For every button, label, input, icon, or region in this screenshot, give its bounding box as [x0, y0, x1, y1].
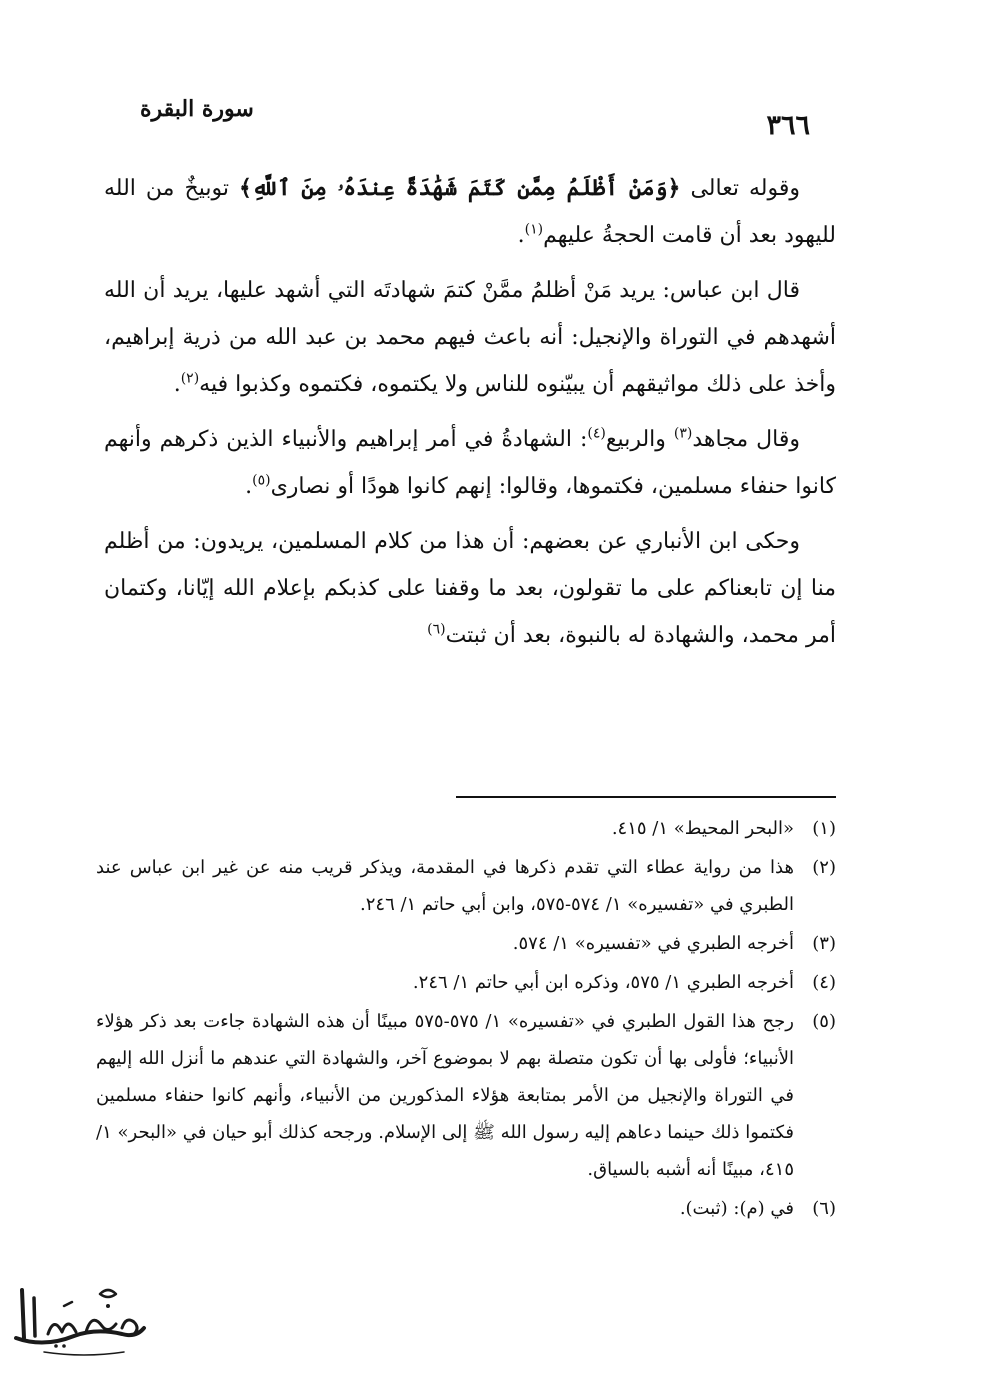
footnote-item [96, 925, 836, 962]
paragraph-1-text: توبيخٌ من الله لليهود بعد أن قامت الحجةُ عليهم [104, 176, 836, 248]
footnote-text: أخرجه الطبري في «تفسيره» ١/ ٥٧٤. [512, 933, 794, 954]
footnotes-section [96, 810, 836, 1229]
footnote-text: هذا من رواية عطاء التي تقدم ذكرها في المقدمة، ويذكر قريب منه عن غير ابن عباس عند الطبري في «تفسيره» ١/ ٥٧٤-٥٧٥، وابن أبي حاتم ١/ ٢٤٦. [96, 857, 794, 915]
footnote-item [96, 810, 836, 847]
main-text [104, 165, 836, 659]
paragraph-1 [104, 165, 836, 259]
footnote-ref-1[interactable]: (١) [524, 221, 544, 238]
quran-verse: ﴿وَمَنْ أَظْلَمُ مِمَّن كَتَمَ شَهَٰدَةً عِندَهُۥ مِنَ ٱللَّهِ﴾ [239, 175, 681, 201]
footnote-number: (١) [812, 818, 836, 839]
footnote-item [96, 849, 836, 923]
footnote-ref-3[interactable]: (٣) [673, 425, 693, 442]
footnote-ref-5[interactable]: (٥) [252, 472, 271, 489]
footnote-number: (٣) [812, 933, 836, 954]
footnote-number: (٢) [812, 857, 836, 878]
footnote-number: (٦) [812, 1198, 836, 1219]
paragraph-2-text: قال ابن عباس: يريد مَنْ أظلمُ ممَّنْ كتمَ شهادتَه التي أشهد عليها، يريد أن الله أشهدهم في التوراة والإنجيل: أنه باعث فيهم محمد بن عبد الله من ذرية إبراهيم، وأخذ على ذلك مواثيقهم أن يبيّنوه للناس ولا يكتموه، فكتموه وكذبوا فيه [104, 278, 836, 397]
paragraph-4-text: وحكى ابن الأنباري عن بعضهم: أن هذا من كلام المسلمين، يريدون: من أظلم منا إن تابعناكم على ما تقولون، بعد ما وقفنا على كذبكم بإعلام الله إيّانا، وكتمان أمر محمد، والشهادة له بالنبوة، بعد أن ثبتت [104, 529, 836, 648]
page-number: ٣٦٦ [766, 110, 810, 141]
surah-title: سورة البقرة [140, 96, 254, 122]
paragraph-3-text-b: والربيع [605, 427, 674, 452]
footnote-item [96, 1190, 836, 1227]
footnote-ref-4[interactable]: (٤) [587, 425, 606, 442]
footnote-number: (٥) [812, 1011, 836, 1032]
paragraph-2-end: . [173, 372, 181, 397]
footnote-text: «البحر المحيط» ١/ ٤١٥. [611, 818, 794, 839]
footnote-text: رجح هذا القول الطبري في «تفسيره» ١/ ٥٧٥-٥٧٥ مبينًا أن هذه الشهادة جاءت بعد ذكر هؤلاء الأنبياء؛ فأولى بها أن تكون متصلة بهم لا بموضوع آخر، والشهادة التي عندهم ما أنزل الله إليهم في التوراة والإنجيل من الأمر بمتابعة هؤلاء المذكورين من الأنبياء، وأنهم كانوا حنفاء مسلمين فكتموا ذلك حينما دعاهم إليه رسول الله ﷺ إلى الإسلام. ورجحه كذلك أبو حيان في «البحر» ١/ ٤١٥، مبينًا أنه أشبه بالسياق. [96, 1011, 794, 1180]
paragraph-3-text-a: وقال مجاهد [692, 427, 800, 452]
paragraph-3-text-c: : الشهادةُ في أمر إبراهيم والأنبياء الذين ذكرهم وأنهم كانوا حنفاء مسلمين، فكتموها، وقالوا: إنهم كانوا هودًا أو نصارى [104, 427, 836, 499]
paragraph-3 [104, 416, 836, 510]
calligraphy-logo [4, 1276, 154, 1366]
page-header [140, 96, 810, 152]
footnote-item [96, 964, 836, 1001]
footnote-divider [456, 796, 836, 798]
footnote-ref-6[interactable]: (٦) [427, 621, 446, 638]
footnote-ref-2[interactable]: (٢) [180, 370, 200, 387]
paragraph-4 [104, 518, 836, 659]
footnote-number: (٤) [812, 972, 836, 993]
paragraph-2 [104, 267, 836, 408]
footnote-text: في (م): (ثبت). [679, 1198, 794, 1219]
footnote-item [96, 1003, 836, 1188]
paragraph-1-intro: وقوله تعالى [680, 176, 800, 201]
paragraph-1-end: . [517, 223, 525, 248]
footnote-text: أخرجه الطبري ١/ ٥٧٥، وذكره ابن أبي حاتم ١/ ٢٤٦. [412, 972, 794, 993]
paragraph-3-end: . [245, 474, 253, 499]
